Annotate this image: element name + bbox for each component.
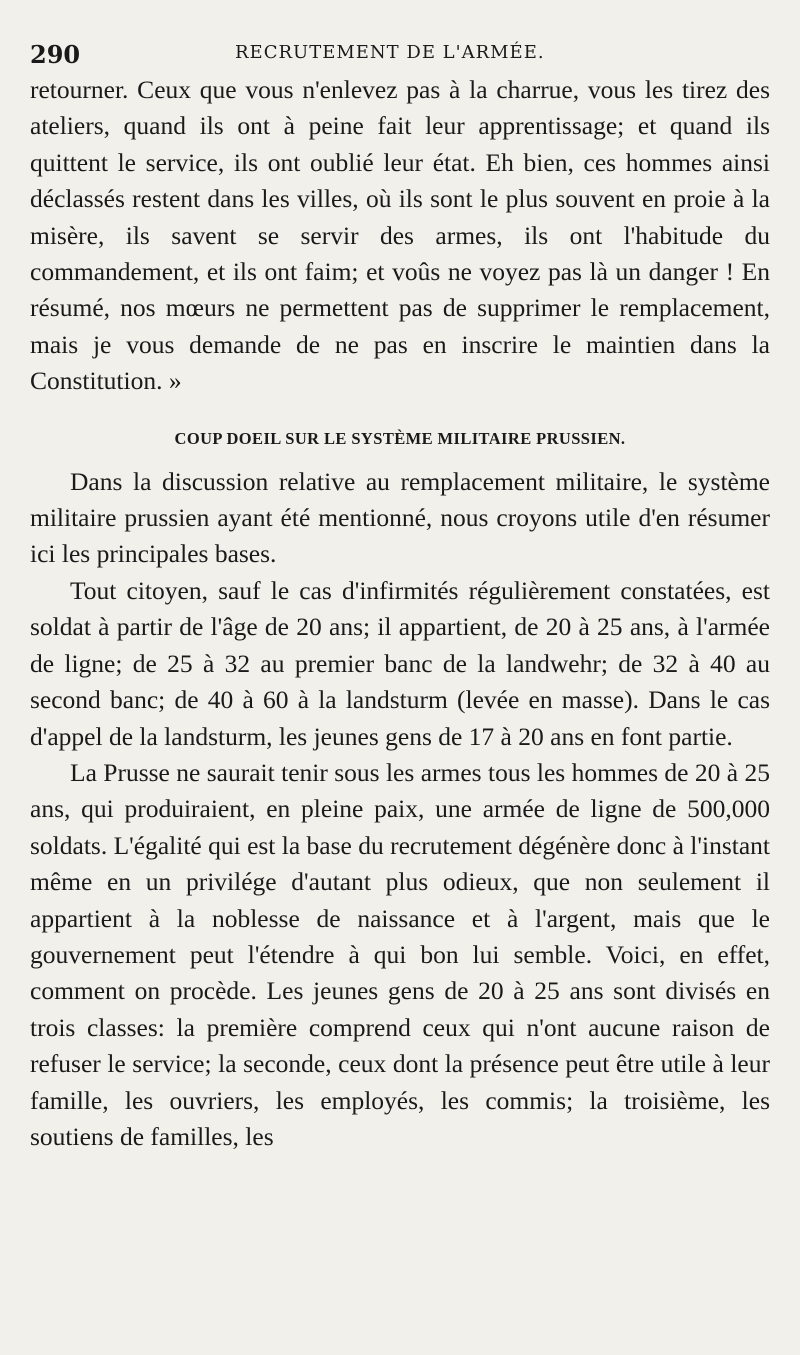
page-header <box>30 36 770 76</box>
running-head: RECRUTEMENT DE L'ARMÉE. <box>235 42 545 63</box>
paragraph: La Prusse ne saurait tenir sous les armes tous les hommes de 20 à 25 ans, qui produiraient, en pleine paix, une armée de ligne de 500,000 soldats. L'égalité qui est la base du recrutement dégénère donc à l'instant même en un privilége d'autant plus odieux, que non seulement il appartient à la noblesse de naissance et à l'argent, mais que le gouvernement peut l'étendre à qui bon lui semble. Voici, en effet, comment on procède. Les jeunes gens de 20 à 25 ans sont divisés en trois classes: la première comprend ceux qui n'ont aucune raison de refuser le service; la seconde, ceux dont la présence peut être utile à leur famille, les ouvriers, les employés, les commis; la troisième, les soutiens de familles, les <box>30 757 770 1151</box>
page-body <box>30 72 770 1155</box>
section-title: COUP DOEIL SUR LE SYSTÈME MILITAIRE PRUSSIEN. <box>174 428 626 448</box>
paragraph: Dans la discussion relative au remplacement militaire, le système militaire prussien ayant été mentionné, nous croyons utile d'en résumer ici les principales bases. <box>30 466 770 569</box>
page-number: 290 <box>30 40 81 69</box>
paragraph-continued: retourner. Ceux que vous n'enlevez pas à la charrue, vous les tirez des ateliers, quand ils ont à peine fait leur apprentissage; et quand ils quittent le service, ils ont oublié leur état. Eh bien, ces hommes ainsi déclassés restent dans les villes, où ils sont le plus souvent en proie à la misère, ils savent se servir des armes, ils ont l'habitude du commandement, et ils ont faim; et voûs ne voyez pas là un danger ! En résumé, nos mœurs ne permettent pas de supprimer le remplacement, mais je vous demande de ne pas en inscrire le maintien dans la Constitution. » <box>30 75 770 396</box>
paragraph: Tout citoyen, sauf le cas d'infirmités régulièrement constatées, est soldat à partir de l'âge de 20 ans; il appartient, de 20 à 25 ans, à l'armée de ligne; de 25 à 32 au premier banc de la landwehr; de 32 à 40 au second banc; de 40 à 60 à la landsturm (levée en masse). Dans le cas d'appel de la landsturm, les jeunes gens de 17 à 20 ans en font partie. <box>30 575 770 751</box>
